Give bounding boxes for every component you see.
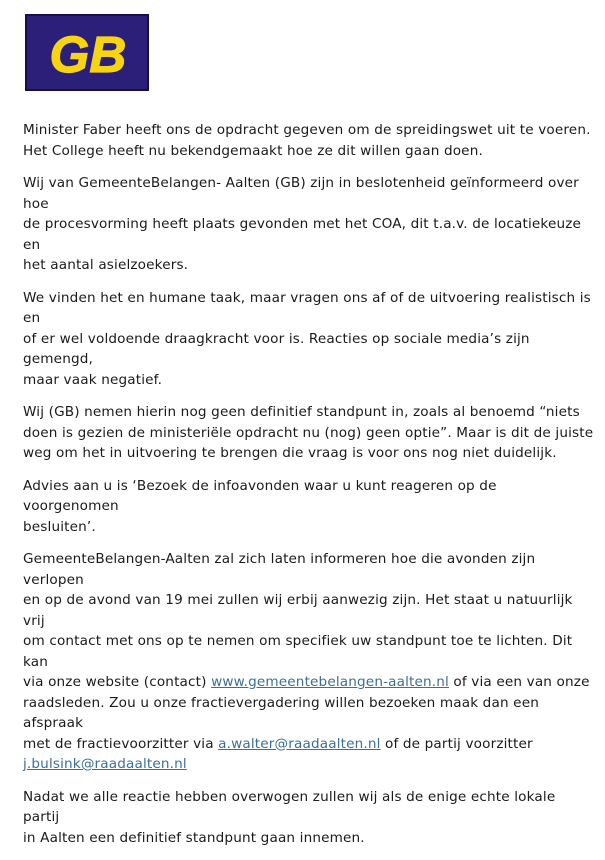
paragraph-contact [23,549,595,775]
paragraph-intro [23,120,595,161]
paragraph-line: om contact met ons op te nemen om specifiek uw standpunt toe te lichten. Dit kan [23,633,573,670]
paragraph-informed [23,173,595,276]
paragraph-line: in Aalten een definitief standpunt gaan innemen. [23,829,365,846]
paragraph-line: en op de avond van 19 mei zullen wij erbij aanwezig zijn. Het staat u natuurlijk vrij [23,592,573,629]
paragraph-line: de procesvorming heeft plaats gevonden met het COA, dit t.a.v. de locatiekeuze en [23,216,582,253]
paragraph-line: besluiten’. [23,518,96,535]
paragraph-line: Wij van GemeenteBelangen- Aalten (GB) zijn in beslotenheid geïnformeerd over hoe [23,175,579,212]
paragraph-line: Minister Faber heeft ons de opdracht gegeven om de spreidingswet uit te voeren. [23,122,591,138]
paragraph-line: Advies aan u is ‘Bezoek de infoavonden waar u kunt reageren op de voorgenomen [23,477,497,514]
gb-logo-text: GB [49,25,127,83]
gb-logo-graphic [27,16,147,89]
email-link-partijvoorzitter[interactable]: j.bulsink@raadaalten.nl [23,756,187,772]
paragraph-humane-task [23,288,595,391]
paragraph-conclusion [23,787,595,849]
email-link-fractievoorzitter[interactable]: a.walter@raadaalten.nl [218,735,381,752]
paragraph-line: raadsleden. Zou u onze fractievergadering willen bezoeken maak dan een afspraak [23,694,539,731]
paragraph-line: Het College heeft nu bekendgemaakt hoe ze dit willen gaan doen. [23,142,483,159]
paragraph-line: maar vaak negatief. [23,371,163,388]
paragraph-line: Wij (GB) nemen hierin nog geen definitief standpunt in, zoals al benoemd “niets [23,404,580,420]
paragraph-advice [23,476,595,538]
paragraph-line: doen is gezien de ministeriële opdracht nu (nog) geen optie”. Maar is dit de juiste [23,424,594,441]
paragraph-line: We vinden het en humane taak, maar vragen ons af of de uitvoering realistisch is en [23,289,591,326]
paragraph-standpoint [23,402,595,464]
paragraph-line: GemeenteBelangen-Aalten zal zich laten informeren hoe die avonden zijn verlopen [23,551,536,588]
paragraph-line: met de fractievoorzitter via [23,735,219,752]
article-body [23,120,595,860]
paragraph-line: via onze website (contact) [23,674,212,690]
gb-logo [25,14,149,91]
paragraph-line: Nadat we alle reactie hebben overwogen zullen wij als de enige echte lokale partij [23,788,556,825]
paragraph-line: of er wel voldoende draagkracht voor is. Reacties op sociale media’s zijn gemengd, [23,330,530,367]
paragraph-line: of via een van onze [448,674,590,690]
paragraph-line: het aantal asielzoekers. [23,257,189,273]
website-link[interactable]: www.gemeentebelangen-aalten.nl [211,674,449,690]
paragraph-line: of de partij voorzitter [380,735,533,752]
paragraph-line: weg om het in uitvoering te brengen die vraag is voor ons nog niet duidelijk. [23,445,557,461]
